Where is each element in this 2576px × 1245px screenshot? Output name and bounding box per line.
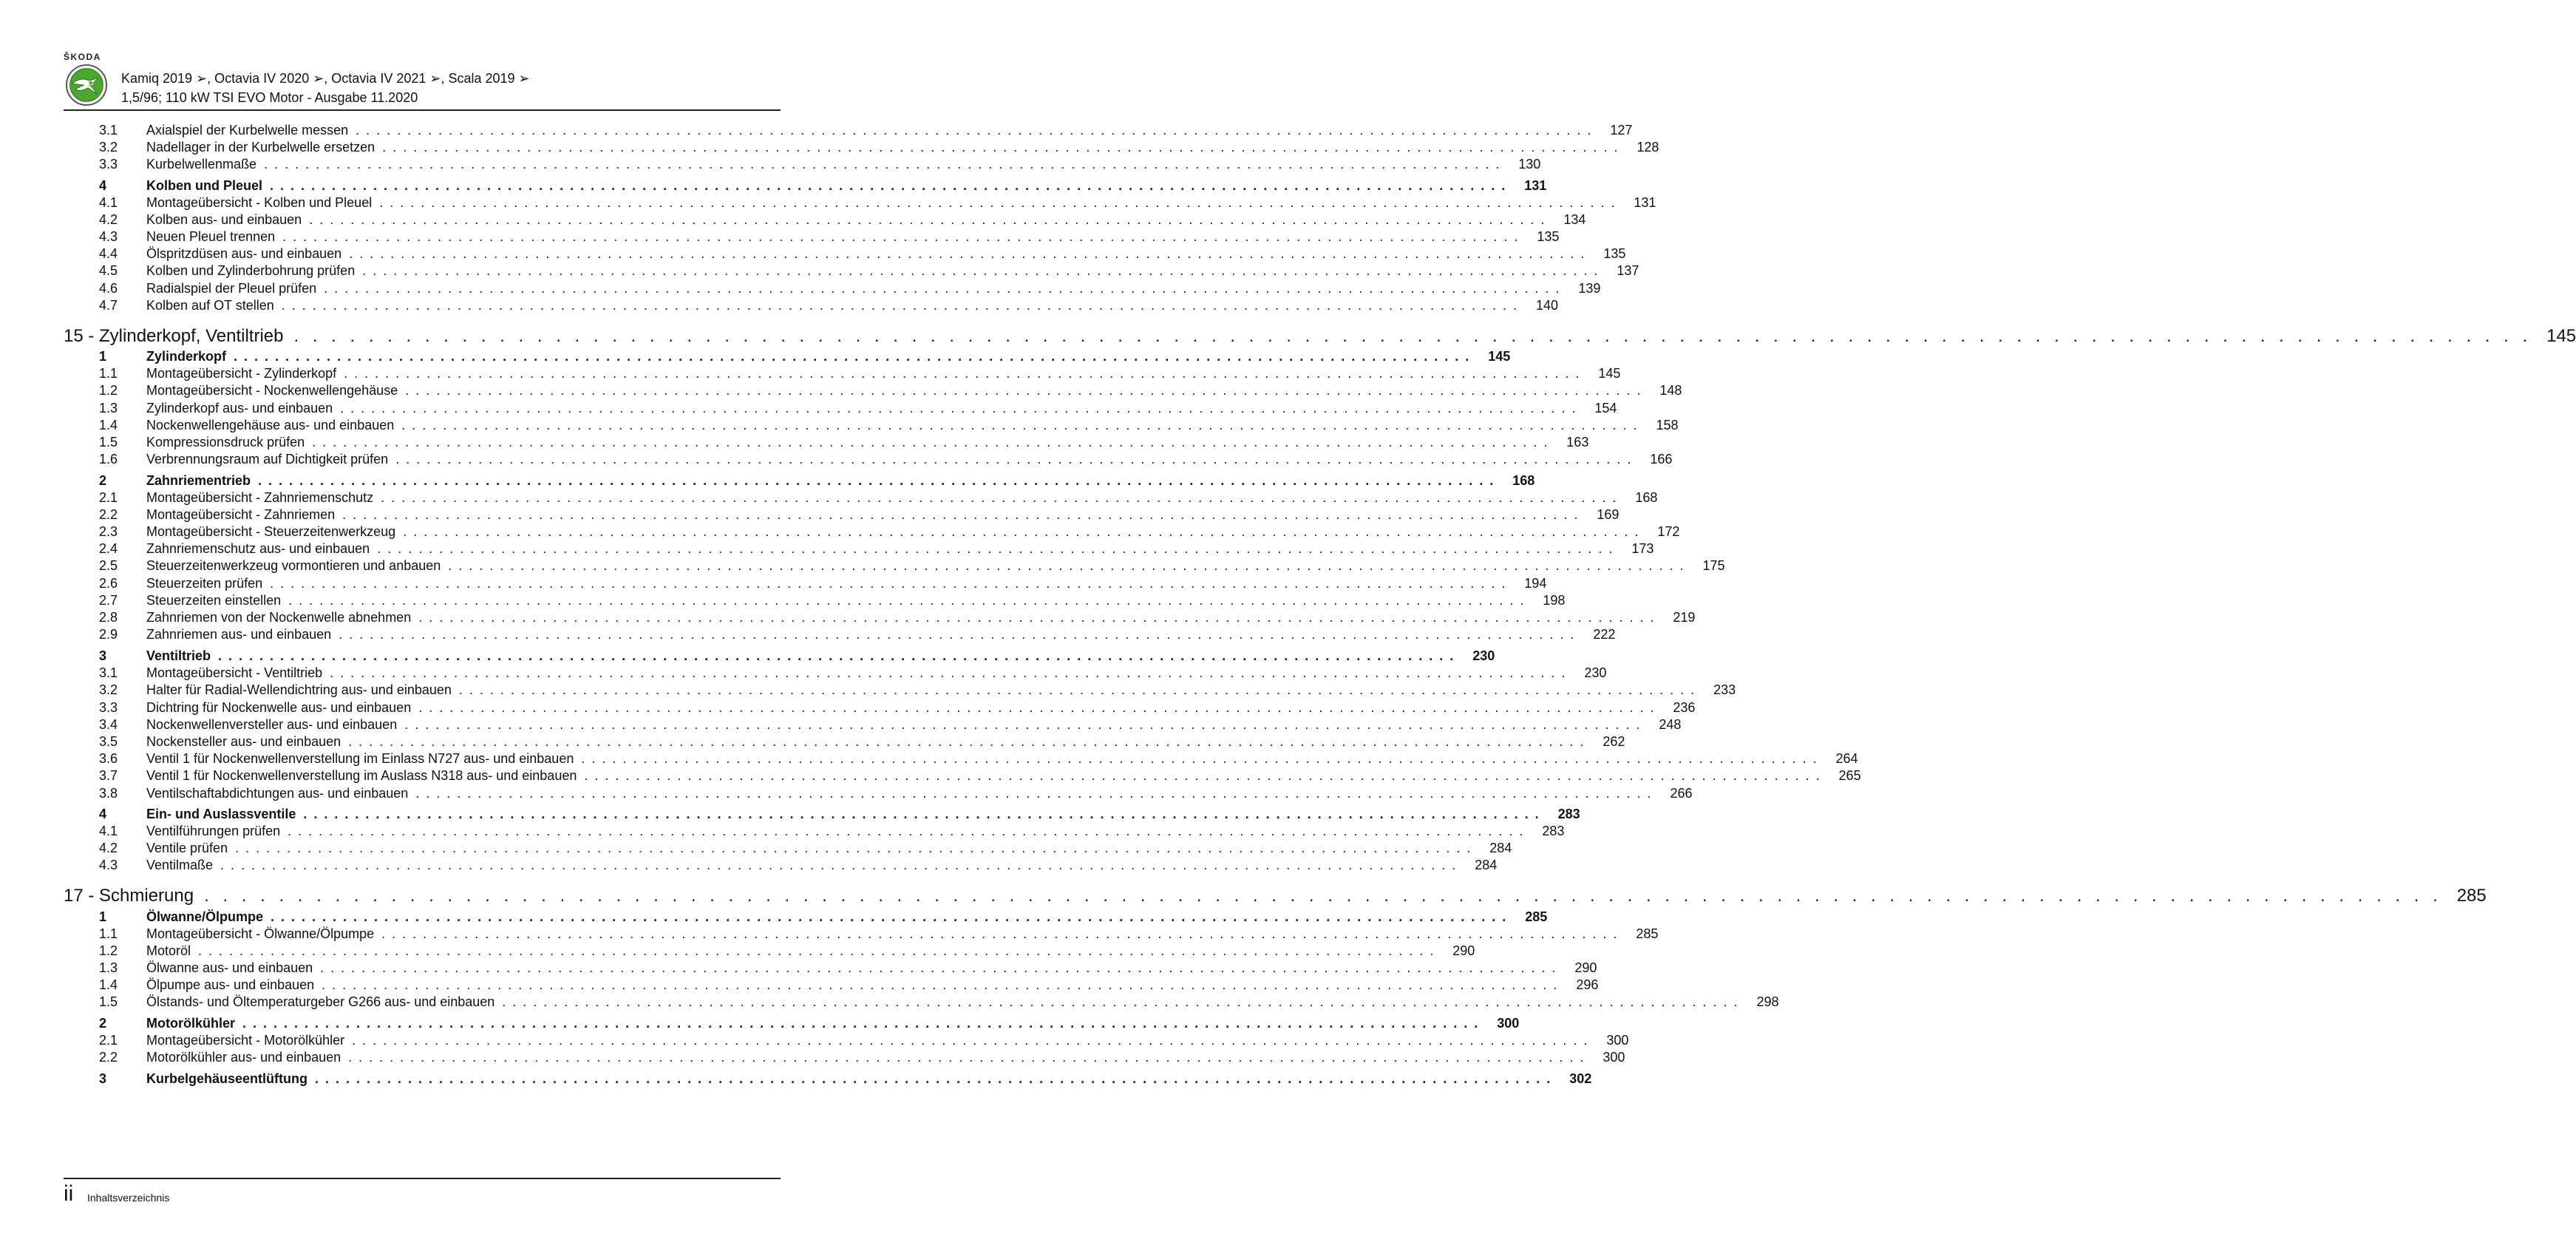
toc-entry[interactable] (99, 298, 1559, 313)
toc-page-number: 148 (1659, 383, 1682, 398)
dot-leader: . . . . . . . . . . . . . . . . . . . . . . . . . . . . . . . . . . . . . . . . . . . . . . . . . . . . . . . . . . . . . . . . . . . . . . . . . . . . . . . . . . . . . . . . . . . . . . . . . . . . . . . . . . . . . . . . . . . . . . . . (281, 298, 1519, 313)
toc-entry[interactable] (99, 524, 1680, 540)
toc-entry[interactable] (99, 841, 1512, 856)
dot-leader: . . . . . . . . . . . . . . . . . . . . . . . . . . . . . . . . . . . . . . . . . . . . . . . . . . . . . . . . . . . . . . . . . . . . . . . . . . . . . . . . . . . . . . . . . . . . . . . . . . . . . . . . . . . . . . . . . . . . . . . . (581, 751, 1818, 766)
toc-title: Ölspritzdüsen aus- und einbauen (146, 246, 342, 261)
dot-leader: . . . . . . . . . . . . . . . . . . . . . . . . . . . . . . . . . . . . . . . . . . . . . . . . . . . . . . . . . . . . . . . . . . . . . . . . . . . . . . . . . . . . . . . . . . . . . . . . . . . . . . . . . . . . . . . . . . . . . . . . (218, 648, 1455, 663)
toc-number: 2.5 (99, 558, 118, 573)
toc-page-number: 233 (1713, 682, 1736, 697)
toc-number: 4 (99, 807, 107, 821)
dot-leader: . . . . . . . . . . . . . . . . . . . . . . . . . . . . . . . . . . . . . . . . . . . . . . . . . . . . . . . . . . . . . . . . . . . . . . . . . . . . . . . . . . . . . . . . . . . . . . . . . . . . . . . . . . . . . . . . . . . . . . . . (395, 452, 1633, 467)
toc-title: Axialspiel der Kurbelwelle messen (146, 123, 349, 138)
toc-number: 3.8 (99, 786, 118, 801)
toc-number: 2.6 (99, 576, 118, 591)
toc-title: Kolben aus- und einbauen (146, 212, 302, 227)
toc-number: 4.1 (99, 824, 118, 838)
toc-section[interactable] (99, 349, 1511, 364)
toc-number: 1.2 (99, 943, 118, 958)
toc-entry[interactable] (99, 576, 1547, 591)
toc-number: 1.2 (99, 383, 118, 398)
toc-number: 3.1 (99, 665, 118, 680)
toc-title: Kolben und Zylinderbohrung prüfen (146, 263, 356, 278)
toc-page-number: 128 (1637, 140, 1659, 155)
header-vehicle-models: Kamiq 2019 ➢, Octavia IV 2020 ➢, Octavia IV 2021 ➢, Scala 2019 ➢ (121, 71, 530, 86)
toc-number: 3.3 (99, 700, 118, 715)
toc-entry[interactable] (99, 994, 1779, 1010)
toc-number: 4.5 (99, 263, 118, 278)
dot-leader: . . . . . . . . . . . . . . . . . . . . . . . . . . . . . . . . . . . . . . . . . . . . . . . . . . . . . . . . . . . . . . . . . . . . . . . . . . . . . . . . . . . . . . . . . . . . . . . . . . . . . . . . . . . . . . . . . . . . . . . . (270, 178, 1507, 193)
toc-number: 3.2 (99, 682, 118, 697)
dot-leader: . . . . . . . . . . . . . . . . . . . . . . . . . . . . . . . . . . . . . . . . . . . . . . . . . . . . . . . . . . . . . . . . . . . . . . . . . . . . . . . . . . . . . . . . . . . . . . . . . . . . . . . . . . . . . . . . . . . . . . . . (204, 886, 2442, 906)
toc-entry[interactable] (99, 401, 1617, 416)
toc-entry[interactable] (99, 858, 1498, 873)
toc-entry[interactable] (99, 195, 1656, 211)
toc-page-number: 198 (1543, 593, 1566, 608)
toc-title: Motorölkühler (146, 1016, 235, 1031)
toc-title: Steuerzeiten prüfen (146, 576, 263, 591)
toc-title: Zahnriemen aus- und einbauen (146, 627, 332, 642)
toc-number: 1 (99, 349, 107, 364)
toc-entry[interactable] (99, 490, 1658, 506)
toc-page-number: 137 (1617, 263, 1639, 278)
toc-title: Ventil 1 für Nockenwellenverstellung im Auslass N318 aus- und einbauen (146, 768, 577, 783)
toc-title: Nockensteller aus- und einbauen (146, 734, 341, 749)
toc-number: 1.5 (99, 435, 118, 450)
dot-leader: . . . . . . . . . . . . . . . . . . . . . . . . . . . . . . . . . . . . . . . . . . . . . . . . . . . . . . . . . . . . . . . . . . . . . . . . . . . . . . . . . . . . . . . . . . . . . . . . . . . . . . . . . . . . . . . . . . . . . . . . (352, 1033, 1589, 1048)
toc-page-number: 285 (1636, 926, 1659, 941)
toc-number: 2.8 (99, 610, 118, 625)
toc-entry[interactable] (99, 246, 1626, 262)
toc-entry[interactable] (99, 977, 1599, 993)
toc-title: Radialspiel der Pleuel prüfen (146, 281, 317, 296)
toc-page-number: 266 (1670, 786, 1693, 801)
toc-title: Kurbelgehäuseentlüftung (146, 1071, 308, 1086)
toc-page-number: 127 (1610, 123, 1633, 138)
toc-number: 1.1 (99, 366, 118, 381)
toc-page-number: 296 (1576, 977, 1599, 992)
dot-leader: . . . . . . . . . . . . . . . . . . . . . . . . . . . . . . . . . . . . . . . . . . . . . . . . . . . . . . . . . . . . . . . . . . . . . . . . . . . . . . . . . . . . . . . . . . . . . . . . . . . . . . . . . . . . . . . . . . . . . . . . (401, 418, 1639, 432)
toc-title: Nockenwellengehäuse aus- und einbauen (146, 418, 395, 432)
toc-entry[interactable] (99, 452, 1673, 467)
toc-entry[interactable] (99, 507, 1620, 523)
toc-number: 2.7 (99, 593, 118, 608)
toc-number: 2.2 (99, 1050, 118, 1065)
toc-entry[interactable] (99, 593, 1566, 608)
toc-title: Ölwanne/Ölpumpe (146, 909, 264, 924)
toc-entry[interactable] (99, 627, 1616, 642)
toc-number: 2.1 (99, 490, 118, 505)
toc-title: Montageübersicht - Zahnriemenschutz (146, 490, 374, 505)
toc-page-number: 230 (1584, 665, 1607, 680)
toc-section[interactable] (99, 909, 1548, 925)
toc-number: 4 (99, 178, 107, 193)
dot-leader: . . . . . . . . . . . . . . . . . . . . . . . . . . . . . . . . . . . . . . . . . . . . . . . . . . . . . . . . . . . . . . . . . . . . . . . . . . . . . . . . . . . . . . . . . . . . . . . . . . . . . . . . . . . . . . . . . . . . . . . . (502, 994, 1739, 1009)
dot-leader: . . . . . . . . . . . . . . . . . . . . . . . . . . . . . . . . . . . . . . . . . . . . . . . . . . . . . . . . . . . . . . . . . . . . . . . . . . . . . . . . . . . . . . . . . . . . . . . . . . . . . . . . . . . . . . . . . . . . . . . . (242, 1016, 1480, 1031)
toc-chapter[interactable] (64, 326, 2576, 347)
toc-page-number: 140 (1535, 298, 1559, 313)
dot-leader: . . . . . . . . . . . . . . . . . . . . . . . . . . . . . . . . . . . . . . . . . . . . . . . . . . . . . . . . . . . . . . . . . . . . . . . . . . . . . . . . . . . . . . . . . . . . . . . . . . . . . . . . . . . . . . . . . . . . . . . . (584, 768, 1821, 783)
toc-entry[interactable] (99, 1033, 1629, 1048)
dot-leader: . . . . . . . . . . . . . . . . . . . . . . . . . . . . . . . . . . . . . . . . . . . . . . . . . . . . . . . . . . . . . . . . . . . . . . . . . . . . . . . . . . . . . . . . . . . . . . . . . . . . . . . . . . . . . . . . . . . . . . . . (348, 734, 1586, 749)
toc-title: Ventiltrieb (146, 648, 211, 663)
toc-entry[interactable] (99, 435, 1589, 450)
toc-number: 4.7 (99, 298, 118, 313)
toc-entry[interactable] (99, 383, 1682, 398)
toc-title: Zahnriemenschutz aus- und einbauen (146, 541, 370, 556)
toc-page-number: 154 (1594, 401, 1617, 415)
toc-page-number: 131 (1634, 195, 1656, 210)
toc-page-number: 300 (1603, 1050, 1625, 1065)
toc-number: 1.5 (99, 994, 118, 1009)
toc-entry[interactable] (99, 157, 1541, 172)
toc-entry[interactable] (99, 229, 1560, 245)
dot-leader: . . . . . . . . . . . . . . . . . . . . . . . . . . . . . . . . . . . . . . . . . . . . . . . . . . . . . . . . . . . . . . . . . . . . . . . . . . . . . . . . . . . . . . . . . . . . . . . . . . . . . . . . . . . . . . . . . . . . . . . . (404, 717, 1642, 732)
dot-leader: . . . . . . . . . . . . . . . . . . . . . . . . . . . . . . . . . . . . . . . . . . . . . . . . . . . . . . . . . . . . . . . . . . . . . . . . . . . . . . . . . . . . . . . . . . . . . . . . . . . . . . . . . . . . . . . . . . . . . . . . (377, 541, 1614, 556)
toc-title: Ventilschaftabdichtungen aus- und einbauen (146, 786, 409, 801)
toc-page-number: 285 (1525, 909, 1548, 924)
toc-page-number: 290 (1574, 960, 1597, 975)
toc-title: Kolben und Pleuel (146, 178, 263, 193)
toc-entry[interactable] (99, 943, 1475, 959)
toc-title: Nadellager in der Kurbelwelle ersetzen (146, 140, 375, 155)
toc-title: Ölwanne aus- und einbauen (146, 960, 313, 975)
toc-number: 2 (99, 473, 107, 488)
dot-leader: . . . . . . . . . . . . . . . . . . . . . . . . . . . . . . . . . . . . . . . . . . . . . . . . . . . . . . . . . . . . . . . . . . . . . . . . . . . . . . . . . . . . . . . . . . . . . . . . . . . . . . . . . . . . . . . . . . . . . . . . (309, 212, 1546, 227)
header-divider (64, 109, 781, 111)
toc-title: Kurbelwellenmaße (146, 157, 257, 172)
toc-entry[interactable] (99, 541, 1654, 557)
toc-section[interactable] (99, 1016, 1520, 1031)
toc-entry[interactable] (99, 366, 1621, 381)
dot-leader: . . . . . . . . . . . . . . . . . . . . . . . . . . . . . . . . . . . . . . . . . . . . . . . . . . . . . . . . . . . . . . . . . . . . . . . . . . . . . . . . . . . . . . . . . . . . . . . . . . . . . . . . . . . . . . . . . . . . . . . . (342, 507, 1580, 522)
dot-leader: . . . . . . . . . . . . . . . . . . . . . . . . . . . . . . . . . . . . . . . . . . . . . . . . . . . . . . . . . . . . . . . . . . . . . . . . . . . . . . . . . . . . . . . . . . . . . . . . . . . . . . . . . . . . . . . . . . . . . . . . (348, 1050, 1586, 1065)
toc-number: 4.3 (99, 229, 118, 244)
dot-leader: . . . . . . . . . . . . . . . . . . . . . . . . . . . . . . . . . . . . . . . . . . . . . . . . . . . . . . . . . . . . . . . . . . . . . . . . . . . . . . . . . . . . . . . . . . . . . . . . . . . . . . . . . . . . . . . . . . . . . . . . (418, 610, 1656, 625)
dot-leader: . . . . . . . . . . . . . . . . . . . . . . . . . . . . . . . . . . . . . . . . . . . . . . . . . . . . . . . . . . . . . . . . . . . . . . . . . . . . . . . . . . . . . . . . . . . . . . . . . . . . . . . . . . . . . . . . . . . . . . . . (220, 858, 1458, 872)
toc-chapter[interactable] (64, 886, 2487, 906)
toc-number: 2.4 (99, 541, 118, 556)
dot-leader: . . . . . . . . . . . . . . . . . . . . . . . . . . . . . . . . . . . . . . . . . . . . . . . . . . . . . . . . . . . . . . . . . . . . . . . . . . . . . . . . . . . . . . . . . . . . . . . . . . . . . . . . . . . . . . . . . . . . . . . . (235, 841, 1472, 855)
dot-leader: . . . . . . . . . . . . . . . . . . . . . . . . . . . . . . . . . . . . . . . . . . . . . . . . . . . . . . . . . . . . . . . . . . . . . . . . . . . . . . . . . . . . . . . . . . . . . . . . . . . . . . . . . . . . . . . . . . . . . . . . (315, 1071, 1552, 1086)
toc-page-number: 283 (1542, 824, 1565, 838)
toc-page-number: 222 (1593, 627, 1616, 642)
toc-page-number: 300 (1497, 1016, 1520, 1031)
toc-number: 4.3 (99, 858, 118, 872)
dot-leader: . . . . . . . . . . . . . . . . . . . . . . . . . . . . . . . . . . . . . . . . . . . . . . . . . . . . . . . . . . . . . . . . . . . . . . . . . . . . . . . . . . . . . . . . . . . . . . . . . . . . . . . . . . . . . . . . . . . . . . . . (322, 977, 1559, 992)
toc-entry[interactable] (99, 926, 1659, 942)
toc-number: 1 (99, 909, 107, 924)
toc-section[interactable] (99, 178, 1547, 194)
toc-title: Motorölkühler aus- und einbauen (146, 1050, 341, 1065)
dot-leader: . . . . . . . . . . . . . . . . . . . . . . . . . . . . . . . . . . . . . . . . . . . . . . . . . . . . . . . . . . . . . . . . . . . . . . . . . . . . . . . . . . . . . . . . . . . . . . . . . . . . . . . . . . . . . . . . . . . . . . . . (270, 576, 1507, 591)
toc-page-number: 131 (1524, 178, 1547, 193)
toc-title: Motoröl (146, 943, 191, 958)
dot-leader: . . . . . . . . . . . . . . . . . . . . . . . . . . . . . . . . . . . . . . . . . . . . . . . . . . . . . . . . . . . . . . . . . . . . . . . . . . . . . . . . . . . . . . . . . . . . . . . . . . . . . . . . . . . . . . . . . . . . . . . . (303, 807, 1540, 821)
toc-entry[interactable] (99, 418, 1679, 433)
dot-leader: . . . . . . . . . . . . . . . . . . . . . . . . . . . . . . . . . . . . . . . . . . . . . . . . . . . . . . . . . . . . . . . . . . . . . . . . . . . . . . . . . . . . . . . . . . . . . . . . . . . . . . . . . . . . . . . . . . . . . . . . (405, 383, 1642, 398)
toc-entry[interactable] (99, 960, 1597, 976)
toc-page-number: 284 (1475, 858, 1498, 872)
dot-leader: . . . . . . . . . . . . . . . . . . . . . . . . . . . . . . . . . . . . . . . . . . . . . . . . . . . . . . . . . . . . . . . . . . . . . . . . . . . . . . . . . . . . . . . . . . . . . . . . . . . . . . . . . . . . . . . . . . . . . . . . (382, 140, 1620, 155)
footer-section-title: Inhaltsverzeichnis (87, 1192, 170, 1204)
toc-number: 3.5 (99, 734, 118, 749)
toc-page-number: 135 (1537, 229, 1560, 244)
toc-page-number: 145 (1488, 349, 1511, 364)
dot-leader: . . . . . . . . . . . . . . . . . . . . . . . . . . . . . . . . . . . . . . . . . . . . . . . . . . . . . . . . . . . . . . . . . . . . . . . . . . . . . . . . . . . . . . . . . . . . . . . . . . . . . . . . . . . . . . . . . . . . . . . . (403, 524, 1640, 539)
dot-leader: . . . . . . . . . . . . . . . . . . . . . . . . . . . . . . . . . . . . . . . . . . . . . . . . . . . . . . . . . . . . . . . . . . . . . . . . . . . . . . . . . . . . . . . . . . . . . . . . . . . . . . . . . . . . . . . . . . . . . . . . (330, 665, 1567, 680)
toc-number: 2 (99, 1016, 107, 1031)
toc-title: Ölpumpe aus- und einbauen (146, 977, 315, 992)
toc-number: 1.4 (99, 977, 118, 992)
toc-page-number: 262 (1603, 734, 1625, 749)
toc-entry[interactable] (99, 212, 1586, 228)
toc-entry[interactable] (99, 751, 1858, 767)
toc-number: 1.6 (99, 452, 118, 467)
toc-title: Nockenwellenversteller aus- und einbauen (146, 717, 398, 732)
toc-number: 1.3 (99, 960, 118, 975)
toc-page-number: 145 (2546, 326, 2576, 346)
toc-number: 4.4 (99, 246, 118, 261)
dot-leader: . . . . . . . . . . . . . . . . . . . . . . . . . . . . . . . . . . . . . . . . . . . . . . . . . . . . . . . . . . . . . . . . . . . . . . . . . . . . . . . . . . . . . . . . . . . . . . . . . . . . . . . . . . . . . . . . . . . . . . . . (458, 682, 1696, 697)
dot-leader: . . . . . . . . . . . . . . . . . . . . . . . . . . . . . . . . . . . . . . . . . . . . . . . . . . . . . . . . . . . . . . . . . . . . . . . . . . . . . . . . . . . . . . . . . . . . . . . . . . . . . . . . . . . . . . . . . . . . . . . . (324, 281, 1561, 296)
toc-page-number: 290 (1452, 943, 1475, 958)
toc-number: 1.1 (99, 926, 118, 941)
toc-number: 2.2 (99, 507, 118, 522)
toc-section[interactable] (99, 1071, 1592, 1087)
toc-title: Montageübersicht - Motorölkühler (146, 1033, 345, 1048)
toc-page-number: 298 (1756, 994, 1779, 1009)
dot-leader: . . . . . . . . . . . . . . . . . . . . . . . . . . . . . . . . . . . . . . . . . . . . . . . . . . . . . . . . . . . . . . . . . . . . . . . . . . . . . . . . . . . . . . . . . . . . . . . . . . . . . . . . . . . . . . . . . . . . . . . . (340, 401, 1577, 415)
toc-title: Montageübersicht - Zahnriemen (146, 507, 336, 522)
toc-page-number: 134 (1563, 212, 1586, 227)
toc-entry[interactable] (99, 734, 1625, 750)
dot-leader: . . . . . . . . . . . . . . . . . . . . . . . . . . . . . . . . . . . . . . . . . . . . . . . . . . . . . . . . . . . . . . . . . . . . . . . . . . . . . . . . . . . . . . . . . . . . . . . . . . . . . . . . . . . . . . . . . . . . . . . . (356, 123, 1593, 138)
toc-entry[interactable] (99, 281, 1601, 296)
toc-number: 4.2 (99, 841, 118, 855)
toc-number: 3 (99, 1071, 107, 1086)
toc-entry[interactable] (99, 558, 1725, 574)
toc-page-number: 168 (1635, 490, 1658, 505)
toc-section[interactable] (99, 807, 1580, 822)
toc-entry[interactable] (99, 824, 1565, 839)
toc-page-number: 264 (1835, 751, 1858, 766)
toc-title: Kolben auf OT stellen (146, 298, 274, 313)
toc-entry[interactable] (99, 786, 1693, 801)
toc-title: Ventile prüfen (146, 841, 228, 855)
dot-leader: . . . . . . . . . . . . . . . . . . . . . . . . . . . . . . . . . . . . . . . . . . . . . . . . . . . . . . . . . . . . . . . . . . . . . . . . . . . . . . . . . . . . . . . . . . . . . . . . . . . . . . . . . . . . . . . . . . . . . . . . (282, 229, 1520, 244)
toc-page-number: 169 (1597, 507, 1620, 522)
toc-number: 4.6 (99, 281, 118, 296)
toc-title: Steuerzeiten einstellen (146, 593, 282, 608)
toc-page-number: 265 (1838, 768, 1861, 783)
toc-number: 3.4 (99, 717, 118, 732)
toc-page-number: 135 (1603, 246, 1626, 261)
toc-number: 4.2 (99, 212, 118, 227)
toc-number: 2.3 (99, 524, 118, 539)
toc-page-number: 194 (1524, 576, 1547, 591)
header-engine-edition: 1,5/96; 110 kW TSI EVO Motor - Ausgabe 11.2020 (121, 90, 418, 105)
toc-title: Montageübersicht - Kolben und Pleuel (146, 195, 373, 210)
toc-page-number: 284 (1489, 841, 1512, 855)
toc-number: 3.3 (99, 157, 118, 172)
dot-leader: . . . . . . . . . . . . . . . . . . . . . . . . . . . . . . . . . . . . . . . . . . . . . . . . . . . . . . . . . . . . . . . . . . . . . . . . . . . . . . . . . . . . . . . . . . . . . . . . . . . . . . . . . . . . . . . . . . . . . . . . (264, 157, 1501, 172)
dot-leader: . . . . . . . . . . . . . . . . . . . . . . . . . . . . . . . . . . . . . . . . . . . . . . . . . . . . . . . . . . . . . . . . . . . . . . . . . . . . . . . . . . . . . . . . . . . . . . . . . . . . . . . . . . . . . . . . . . . . . . . . (320, 960, 1557, 975)
toc-page-number: 248 (1659, 717, 1682, 732)
toc-page-number: 172 (1657, 524, 1680, 539)
toc-number: 3.1 (99, 123, 118, 138)
toc-entry[interactable] (99, 665, 1607, 681)
toc-entry[interactable] (99, 717, 1682, 733)
dot-leader: . . . . . . . . . . . . . . . . . . . . . . . . . . . . . . . . . . . . . . . . . . . . . . . . . . . . . . . . . . . . . . . . . . . . . . . . . . . . . . . . . . . . . . . . . . . . . . . . . . . . . . . . . . . . . . . . . . . . . . . . (339, 627, 1576, 642)
toc-entry[interactable] (99, 1050, 1625, 1065)
footer-divider (64, 1178, 781, 1179)
toc-title: Montageübersicht - Ölwanne/Ölpumpe (146, 926, 375, 941)
dot-leader: . . . . . . . . . . . . . . . . . . . . . . . . . . . . . . . . . . . . . . . . . . . . . . . . . . . . . . . . . . . . . . . . . . . . . . . . . . . . . . . . . . . . . . . . . . . . . . . . . . . . . . . . . . . . . . . . . . . . . . . . (293, 326, 2532, 346)
toc-title: Ventil 1 für Nockenwellenverstellung im Einlass N727 aus- und einbauen (146, 751, 574, 766)
toc-title: Zylinderkopf (146, 349, 227, 364)
dot-leader: . . . . . . . . . . . . . . . . . . . . . . . . . . . . . . . . . . . . . . . . . . . . . . . . . . . . . . . . . . . . . . . . . . . . . . . . . . . . . . . . . . . . . . . . . . . . . . . . . . . . . . . . . . . . . . . . . . . . . . . . (448, 558, 1685, 573)
toc-number: 2.1 (99, 1033, 118, 1048)
toc-title: Montageübersicht - Ventiltrieb (146, 665, 323, 680)
document-header (64, 52, 781, 109)
toc-title: 15 - Zylinderkopf, Ventiltrieb (64, 326, 284, 346)
toc-title: Ölstands- und Öltemperaturgeber G266 aus- und einbauen (146, 994, 495, 1009)
toc-number: 3.2 (99, 140, 118, 155)
dot-leader: . . . . . . . . . . . . . . . . . . . . . . . . . . . . . . . . . . . . . . . . . . . . . . . . . . . . . . . . . . . . . . . . . . . . . . . . . . . . . . . . . . . . . . . . . . . . . . . . . . . . . . . . . . . . . . . . . . . . . . . . (288, 824, 1525, 838)
toc-page-number: 139 (1578, 281, 1601, 296)
toc-page-number: 300 (1606, 1033, 1629, 1048)
toc-title: Kompressionsdruck prüfen (146, 435, 305, 450)
toc-entry[interactable] (99, 123, 1633, 138)
toc-section[interactable] (99, 473, 1535, 489)
dot-leader: . . . . . . . . . . . . . . . . . . . . . . . . . . . . . . . . . . . . . . . . . . . . . . . . . . . . . . . . . . . . . . . . . . . . . . . . . . . . . . . . . . . . . . . . . . . . . . . . . . . . . . . . . . . . . . . . . . . . . . . . (344, 366, 1581, 381)
toc-page-number: 168 (1512, 473, 1535, 488)
toc-page-number: 219 (1673, 610, 1696, 625)
dot-leader: . . . . . . . . . . . . . . . . . . . . . . . . . . . . . . . . . . . . . . . . . . . . . . . . . . . . . . . . . . . . . . . . . . . . . . . . . . . . . . . . . . . . . . . . . . . . . . . . . . . . . . . . . . . . . . . . . . . . . . . . (288, 593, 1526, 608)
toc-number: 3.6 (99, 751, 118, 766)
toc-page-number: 166 (1650, 452, 1673, 467)
toc-title: Ein- und Auslassventile (146, 807, 296, 821)
toc-entry[interactable] (99, 682, 1736, 698)
toc-entry[interactable] (99, 263, 1639, 279)
toc-title: Ventilmaße (146, 858, 214, 872)
toc-page-number: 130 (1518, 157, 1541, 172)
toc-number: 2.9 (99, 627, 118, 642)
dot-leader: . . . . . . . . . . . . . . . . . . . . . . . . . . . . . . . . . . . . . . . . . . . . . . . . . . . . . . . . . . . . . . . . . . . . . . . . . . . . . . . . . . . . . . . . . . . . . . . . . . . . . . . . . . . . . . . . . . . . . . . . (271, 909, 1508, 924)
toc-title: Montageübersicht - Nockenwellengehäuse (146, 383, 398, 398)
toc-page-number: 283 (1557, 807, 1580, 821)
dot-leader: . . . . . . . . . . . . . . . . . . . . . . . . . . . . . . . . . . . . . . . . . . . . . . . . . . . . . . . . . . . . . . . . . . . . . . . . . . . . . . . . . . . . . . . . . . . . . . . . . . . . . . . . . . . . . . . . . . . . . . . . (418, 700, 1656, 715)
toc-page-number: 302 (1569, 1071, 1592, 1086)
toc-page-number: 145 (1598, 366, 1621, 381)
footer-page-number: ii (64, 1181, 74, 1206)
toc-title: Halter für Radial-Wellendichtring aus- und einbauen (146, 682, 452, 697)
toc-title: Steuerzeitenwerkzeug vormontieren und anbauen (146, 558, 441, 573)
dot-leader: . . . . . . . . . . . . . . . . . . . . . . . . . . . . . . . . . . . . . . . . . . . . . . . . . . . . . . . . . . . . . . . . . . . . . . . . . . . . . . . . . . . . . . . . . . . . . . . . . . . . . . . . . . . . . . . . . . . . . . . . (381, 926, 1619, 941)
skoda-winged-arrow-icon (65, 64, 108, 106)
toc-entry[interactable] (99, 700, 1696, 716)
toc-title: Neuen Pleuel trennen (146, 229, 276, 244)
toc-title: Zahnriementrieb (146, 473, 251, 488)
toc-title: Montageübersicht - Steuerzeitenwerkzeug (146, 524, 396, 539)
toc-entry[interactable] (99, 140, 1659, 155)
toc-title: Ventilführungen prüfen (146, 824, 281, 838)
toc-title: 17 - Schmierung (64, 886, 194, 906)
toc-page-number: 175 (1702, 558, 1725, 573)
toc-number: 1.4 (99, 418, 118, 432)
dot-leader: . . . . . . . . . . . . . . . . . . . . . . . . . . . . . . . . . . . . . . . . . . . . . . . . . . . . . . . . . . . . . . . . . . . . . . . . . . . . . . . . . . . . . . . . . . . . . . . . . . . . . . . . . . . . . . . . . . . . . . . . (349, 246, 1586, 261)
toc-title: Zylinderkopf aus- und einbauen (146, 401, 333, 415)
dot-leader: . . . . . . . . . . . . . . . . . . . . . . . . . . . . . . . . . . . . . . . . . . . . . . . . . . . . . . . . . . . . . . . . . . . . . . . . . . . . . . . . . . . . . . . . . . . . . . . . . . . . . . . . . . . . . . . . . . . . . . . . (258, 473, 1495, 488)
toc-number: 3.7 (99, 768, 118, 783)
toc-title: Montageübersicht - Zylinderkopf (146, 366, 337, 381)
toc-page-number: 230 (1472, 648, 1495, 663)
toc-number: 4.1 (99, 195, 118, 210)
dot-leader: . . . . . . . . . . . . . . . . . . . . . . . . . . . . . . . . . . . . . . . . . . . . . . . . . . . . . . . . . . . . . . . . . . . . . . . . . . . . . . . . . . . . . . . . . . . . . . . . . . . . . . . . . . . . . . . . . . . . . . . . (362, 263, 1600, 278)
dot-leader: . . . . . . . . . . . . . . . . . . . . . . . . . . . . . . . . . . . . . . . . . . . . . . . . . . . . . . . . . . . . . . . . . . . . . . . . . . . . . . . . . . . . . . . . . . . . . . . . . . . . . . . . . . . . . . . . . . . . . . . . (415, 786, 1653, 801)
brand-wordmark: ŠKODA (64, 52, 101, 62)
toc-page-number: 173 (1631, 541, 1654, 556)
dot-leader: . . . . . . . . . . . . . . . . . . . . . . . . . . . . . . . . . . . . . . . . . . . . . . . . . . . . . . . . . . . . . . . . . . . . . . . . . . . . . . . . . . . . . . . . . . . . . . . . . . . . . . . . . . . . . . . . . . . . . . . . (198, 943, 1435, 958)
toc-entry[interactable] (99, 610, 1696, 625)
toc-page-number: 285 (2456, 886, 2487, 906)
toc-section[interactable] (99, 648, 1495, 664)
toc-title: Verbrennungsraum auf Dichtigkeit prüfen (146, 452, 389, 467)
toc-page-number: 158 (1656, 418, 1679, 432)
dot-leader: . . . . . . . . . . . . . . . . . . . . . . . . . . . . . . . . . . . . . . . . . . . . . . . . . . . . . . . . . . . . . . . . . . . . . . . . . . . . . . . . . . . . . . . . . . . . . . . . . . . . . . . . . . . . . . . . . . . . . . . . (379, 195, 1617, 210)
toc-entry[interactable] (99, 768, 1861, 784)
dot-leader: . . . . . . . . . . . . . . . . . . . . . . . . . . . . . . . . . . . . . . . . . . . . . . . . . . . . . . . . . . . . . . . . . . . . . . . . . . . . . . . . . . . . . . . . . . . . . . . . . . . . . . . . . . . . . . . . . . . . . . . . (234, 349, 1471, 364)
dot-leader: . . . . . . . . . . . . . . . . . . . . . . . . . . . . . . . . . . . . . . . . . . . . . . . . . . . . . . . . . . . . . . . . . . . . . . . . . . . . . . . . . . . . . . . . . . . . . . . . . . . . . . . . . . . . . . . . . . . . . . . . (312, 435, 1549, 450)
toc-title: Zahnriemen von der Nockenwelle abnehmen (146, 610, 412, 625)
toc-number: 1.3 (99, 401, 118, 415)
toc-number: 3 (99, 648, 107, 663)
dot-leader: . . . . . . . . . . . . . . . . . . . . . . . . . . . . . . . . . . . . . . . . . . . . . . . . . . . . . . . . . . . . . . . . . . . . . . . . . . . . . . . . . . . . . . . . . . . . . . . . . . . . . . . . . . . . . . . . . . . . . . . . (381, 490, 1618, 505)
toc-page-number: 163 (1566, 435, 1589, 450)
toc-page-number: 236 (1673, 700, 1696, 715)
toc-title: Dichtring für Nockenwelle aus- und einbauen (146, 700, 412, 715)
